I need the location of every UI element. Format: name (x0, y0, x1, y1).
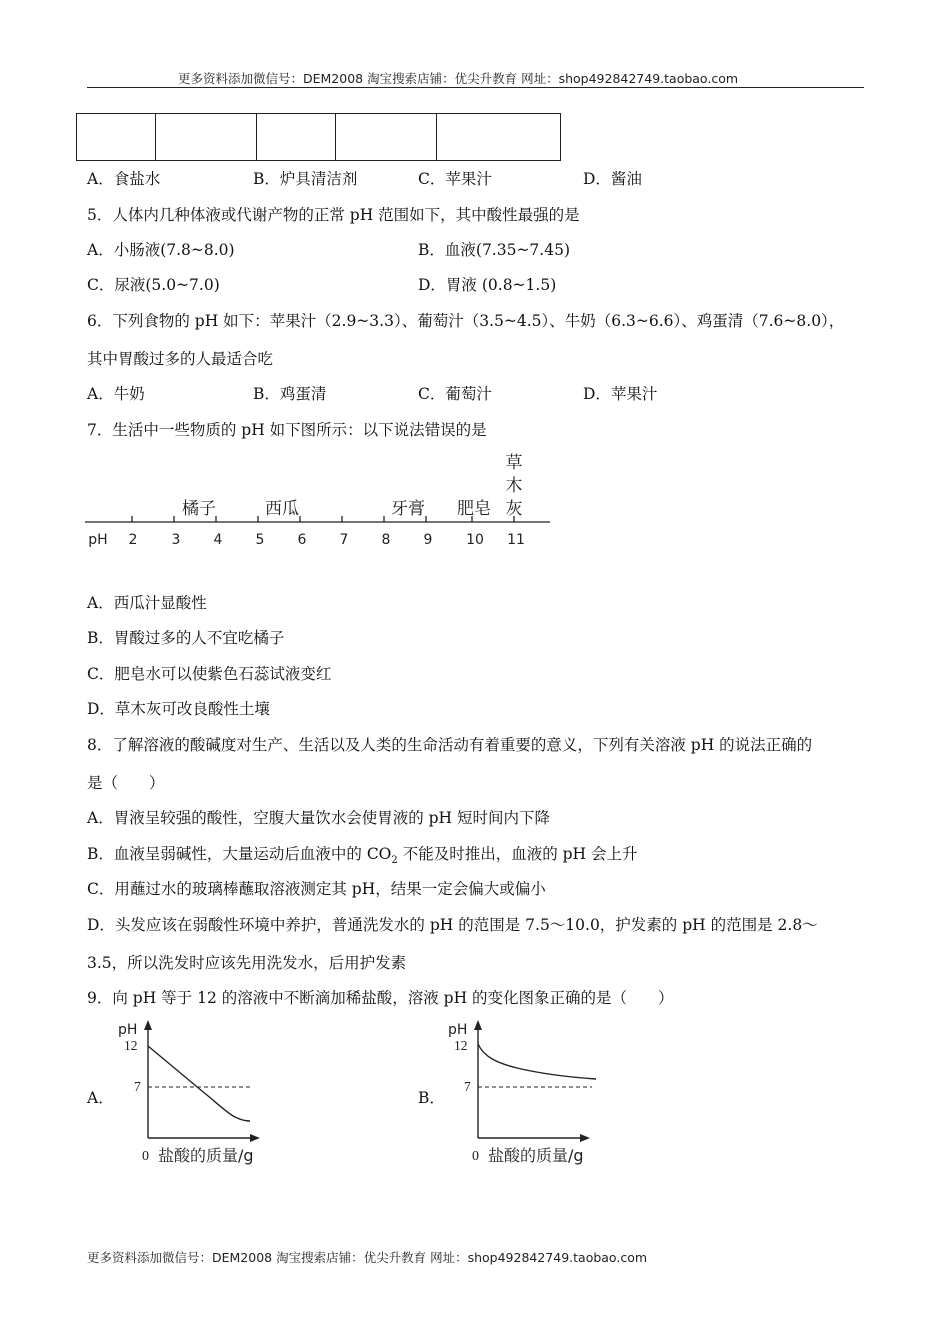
tick-label: 9 (423, 532, 433, 548)
q8-option-b-subscript: 2 (391, 855, 398, 867)
q9-option-a-label[interactable]: A． (87, 1089, 114, 1107)
tick-label: 8 (381, 532, 391, 548)
q8-stem-line2: 是（ ） (87, 774, 165, 792)
table-cell (77, 114, 156, 161)
q6-option-b[interactable]: B．鸡蛋清 (253, 385, 327, 403)
q7-option-b[interactable]: B．胃酸过多的人不宜吃橘子 (87, 629, 285, 647)
table-cell (336, 114, 437, 161)
item-toothpaste: 牙膏 (391, 499, 425, 519)
q6-option-a[interactable]: A．牛奶 (87, 385, 145, 403)
q5-stem: 5．人体内几种体液或代谢产物的正常 pH 范围如下，其中酸性最强的是 (87, 206, 580, 224)
q4-option-d[interactable]: D．酱油 (583, 170, 642, 188)
origin-label: 0 (472, 1149, 479, 1164)
ph-curve (478, 1044, 596, 1079)
q5-option-d[interactable]: D．胃液 (0.8~1.5) (418, 276, 557, 294)
answer-table (76, 113, 561, 161)
tick-label: 7 (339, 532, 349, 548)
q6-stem-line2: 其中胃酸过多的人最适合吃 (87, 350, 274, 368)
y-label: pH (448, 1022, 468, 1038)
item-soap: 肥皂 (457, 499, 491, 519)
y-label: pH (118, 1022, 138, 1038)
q6-stem-line1: 6．下列食物的 pH 如下：苹果汁（2.9~3.3）、葡萄汁（3.5~4.5）、牛奶（6.3~6.6）、鸡蛋清（7.6~8.0）， (87, 312, 845, 330)
q6-option-c[interactable]: C．葡萄汁 (418, 385, 492, 403)
tick-label: 3 (171, 532, 181, 548)
item-orange: 橘子 (182, 499, 216, 519)
tick-label: 2 (128, 532, 138, 548)
q8-option-b-text: B．血液呈弱碱性，大量运动后血液中的 CO (87, 845, 392, 863)
tick-label: 6 (297, 532, 307, 548)
table-cell (437, 114, 561, 161)
q4-option-c[interactable]: C．苹果汁 (418, 170, 492, 188)
q8-option-a[interactable]: A．胃液呈较强的酸性，空腹大量饮水会使胃液的 pH 短时间内下降 (87, 809, 550, 827)
q5-option-b[interactable]: B．血液(7.35~7.45) (418, 241, 570, 259)
q7-option-c[interactable]: C．肥皂水可以使紫色石蕊试液变红 (87, 665, 332, 683)
y-axis-arrow (474, 1020, 482, 1030)
tick-label: 4 (213, 532, 223, 548)
q4-option-a[interactable]: A．食盐水 (87, 170, 161, 188)
y-tick-12: 12 (454, 1038, 468, 1053)
x-axis-arrow (580, 1134, 590, 1142)
header-rule (87, 87, 864, 88)
q7-stem: 7．生活中一些物质的 pH 如下图所示：以下说法错误的是 (87, 421, 487, 439)
q9-stem: 9．向 pH 等于 12 的溶液中不断滴加稀盐酸，溶液 pH 的变化图象正确的是（ ） (87, 989, 674, 1007)
q8-option-b[interactable] (87, 842, 638, 866)
q7-option-a[interactable]: A．西瓜汁显酸性 (87, 594, 207, 612)
q9-option-b-label[interactable]: B． (418, 1089, 445, 1107)
q8-option-b-text-2: 不能及时推出，血液的 pH 会上升 (397, 845, 638, 863)
page-header: 更多资料添加微信号：DEM2008 淘宝搜索店铺：优尖升教育 网址：shop492842749.taobao.com (178, 71, 739, 86)
q8-option-c[interactable]: C．用蘸过水的玻璃棒蘸取溶液测定其 pH，结果一定会偏大或偏小 (87, 880, 546, 898)
ph-curve (148, 1046, 250, 1121)
q5-option-a[interactable]: A．小肠液(7.8~8.0) (87, 241, 235, 259)
origin-label: 0 (142, 1149, 149, 1164)
page-footer: 更多资料添加微信号：DEM2008 淘宝搜索店铺：优尖升教育 网址：shop492842749.taobao.com (87, 1250, 648, 1265)
table-cell (156, 114, 257, 161)
ph-scale-figure (85, 448, 555, 553)
y-tick-12: 12 (124, 1038, 138, 1053)
y-tick-7: 7 (464, 1079, 471, 1094)
x-label: 盐酸的质量/g (488, 1146, 584, 1165)
tick-label: 10 (466, 532, 484, 548)
item-plant-ash-2: 木 (505, 476, 523, 496)
table-cell (257, 114, 336, 161)
item-plant-ash-3: 灰 (505, 499, 523, 519)
tick-label: 5 (255, 532, 265, 548)
y-tick-7: 7 (134, 1079, 141, 1094)
q7-option-d[interactable]: D．草木灰可改良酸性土壤 (87, 700, 270, 718)
q9-graph-b[interactable] (442, 1017, 602, 1169)
q4-option-b[interactable]: B．炉具清洁剂 (253, 170, 358, 188)
q5-option-c[interactable]: C．尿液(5.0~7.0) (87, 276, 220, 294)
item-plant-ash-1: 草 (505, 453, 523, 473)
tick-label: 11 (507, 532, 525, 548)
q8-stem-line1: 8．了解溶液的酸碱度对生产、生活以及人类的生命活动有着重要的意义，下列有关溶液 pH 的说法正确的 (87, 736, 813, 754)
x-label: 盐酸的质量/g (158, 1146, 254, 1165)
ph-axis-label: pH (88, 532, 108, 548)
q6-option-d[interactable]: D．苹果汁 (583, 385, 658, 403)
item-watermelon: 西瓜 (265, 499, 299, 519)
q8-option-d-line1[interactable]: D．头发应该在弱酸性环境中养护，普通洗发水的 pH 的范围是 7.5～10.0，护发素的 pH 的范围是 2.8～ (87, 916, 818, 934)
q8-option-d-line2: 3.5，所以洗发时应该先用洗发水，后用护发素 (87, 954, 407, 972)
y-axis-arrow (144, 1020, 152, 1030)
q9-graph-a[interactable] (112, 1017, 272, 1169)
x-axis-arrow (250, 1134, 260, 1142)
